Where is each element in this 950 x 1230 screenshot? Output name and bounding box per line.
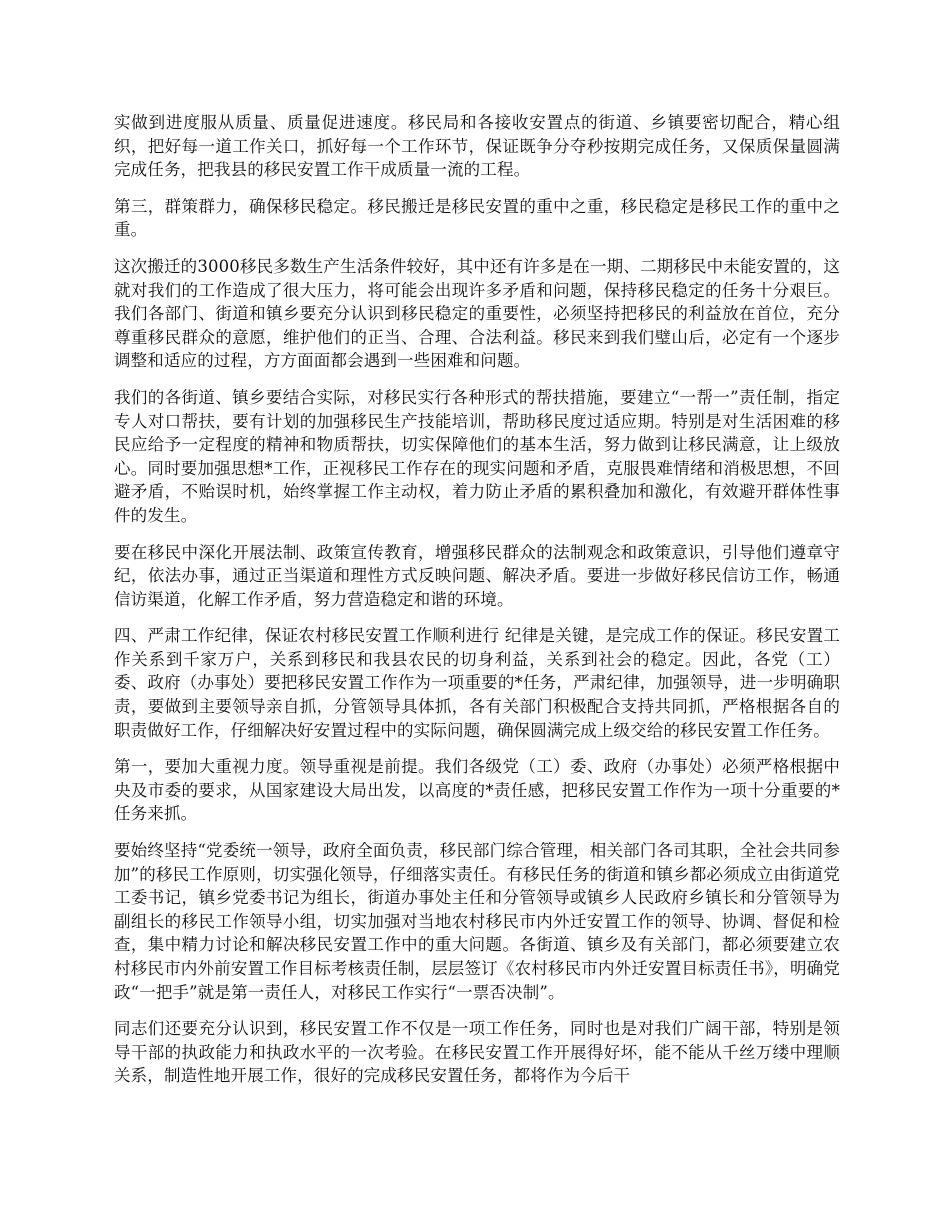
paragraph-8: 要始终坚持“党委统一领导，政府全面负责，移民部门综合管理，相关部门各司其职，全社会共同参加”的移民工作原则，切实强化领导，仔细落实责任。有移民任务的街道和镇乡都必须成立由街道党工委书记，镇乡党委书记为组长，街道办事处主任和分管领导或镇乡人民政府乡镇长和分管领导为副组长的移民工作领导小组，切实加强对当地农村移民市内外迁安置工作的领导、协调、督促和检查，集中精力讨论和解决移民安置工作中的重大问题。各街道、镇乡及有关部门，都必须要建立农村移民市内外前安置工作目标考核责任制，层层签订《农村移民市内外迁安置目标责任书》，明确党政“一把手”就是第一责任人，对移民工作实行“一票否决制”。 — [114, 841, 840, 1002]
paragraph-4: 我们的各街道、镇乡要结合实际，对移民实行各种形式的帮扶措施，要建立“一帮一”责任制，指定专人对口帮扶，要有计划的加强移民生产技能培训，帮助移民度过适应期。特别是对生活困难的移民应给予一定程度的精神和物质帮扶，切实保障他们的基本生活，努力做到让移民满意，让上级放心。同时要加强思想*工作，正视移民工作存在的现实问题和矛盾，克服畏难情绪和消极思想，不回避矛盾，不贻误时机，始终掌握工作主动权，着力防止矛盾的累积叠加和激化，有效避开群体性事件的发生。 — [114, 387, 840, 525]
paragraph-1: 实做到进度服从质量、质量促进速度。移民局和各接收安置点的街道、乡镇要密切配合，精心组织，把好每一道工作关口，抓好每一个工作环节，保证既争分夺秒按期完成任务，又保质保量圆满完成任务，把我县的移民安置工作干成质量一流的工程。 — [114, 113, 840, 180]
paragraph-3: 这次搬迁的3000移民多数生产生活条件较好，其中还有许多是在一期、二期移民中未能安置的，这就对我们的工作造成了很大压力，将可能会出现许多矛盾和问题，保持移民稳定的任务十分艰巨。我们各部门、街道和镇乡要充分认识到移民稳定的重要性，必须坚持把移民的利益放在首位，充分尊重移民群众的意愿，维护他们的正当、合理、合法利益。移民来到我们璧山后，必定有一个逐步调整和适应的过程，方方面面都会遇到一些困难和问题。 — [114, 256, 840, 371]
document-body — [114, 111, 840, 1101]
paragraph-9: 同志们还要充分认识到，移民安置工作不仅是一项工作任务，同时也是对我们广阔干部，特别是领导干部的执政能力和执政水平的一次考验。在移民安置工作开展得好坏，能不能从千丝万缕中理顺关系，制造性地开展工作，很好的完成移民安置任务，都将作为今后干 — [114, 1019, 840, 1086]
paragraph-7: 第一，要加大重视力度。领导重视是前提。我们各级党（工）委、政府（办事处）必须严格根据中央及市委的要求，从国家建设大局出发，以高度的*责任感，把移民安置工作作为一项十分重要的*任务来抓。 — [114, 757, 840, 824]
paragraph-5: 要在移民中深化开展法制、政策宣传教育，增强移民群众的法制观念和政策意识，引导他们遵章守纪，依法办事，通过正当渠道和理性方式反映问题、解决矛盾。要进一步做好移民信访工作，畅通信访渠道，化解工作矛盾，努力营造稳定和谐的环境。 — [114, 542, 840, 609]
paragraph-6: 四、严肃工作纪律，保证农村移民安置工作顺利进行 纪律是关键，是完成工作的保证。移民安置工作关系到千家万户，关系到移民和我县农民的切身利益，关系到社会的稳定。因此，各党（工）委、政府（办事处）要把移民安置工作作为一项重要的*任务，严肃纪律，加强领导，进一步明确职责，要做到主要领导亲自抓，分管领导具体抓，各有关部门积极配合支持共同抓，严格根据各自的职责做好工作，仔细解决好安置过程中的实际问题，确保圆满完成上级交给的移民安置工作任务。 — [114, 626, 840, 740]
paragraph-2: 第三，群策群力，确保移民稳定。移民搬迁是移民安置的重中之重，移民稳定是移民工作的重中之重。 — [114, 196, 840, 240]
